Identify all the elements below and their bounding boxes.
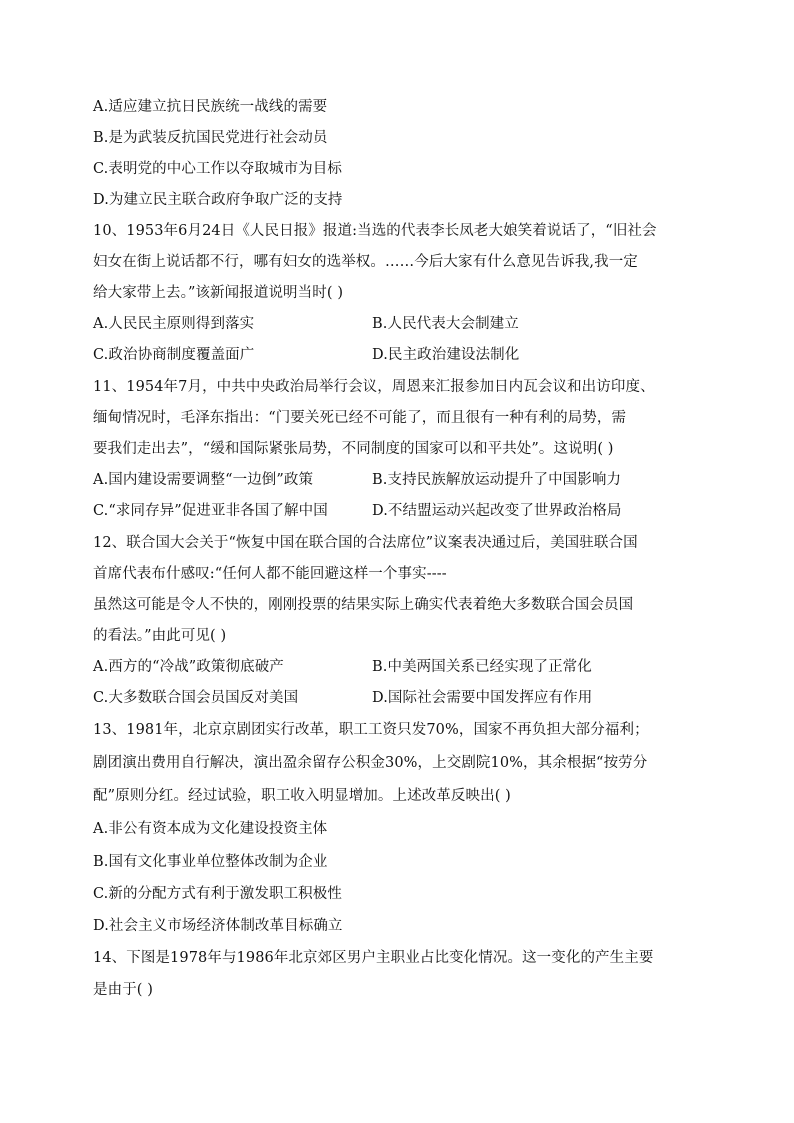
q14-stem-line-2: 是由于( ) (93, 982, 154, 998)
q11-stem-line-3: 要我们走出去”，“缓和国际紧张局势，不同制度的国家可以和平共处”。这说明( ) (93, 441, 614, 457)
q11-option-a: A.国内建设需要调整“一边倒”政策 (93, 472, 314, 488)
q13-option-d: D.社会主义市场经济体制改革目标确立 (93, 918, 343, 934)
q12-stem-line-1: 12、联合国大会关于“恢复中国在联合国的合法席位”议案表决通过后，美国驻联合国 (93, 535, 638, 551)
q14-stem-line-1: 14、下图是1978年与1986年北京郊区男户主职业占比变化情况。这一变化的产生主要 (93, 950, 654, 966)
q11-stem-line-2: 缅甸情况时，毛泽东指出：“门要关死已经不可能了，而且很有一种有利的局势，需 (93, 410, 627, 426)
q10-stem-line-2: 妇女在街上说话都不行，哪有妇女的选举权。……今后大家有什么意见告诉我,我一定 (93, 254, 638, 270)
q10-option-c: C.政治协商制度覆盖面广 (93, 347, 255, 363)
q10-stem-line-3: 给大家带上去。”该新闻报道说明当时( ) (93, 285, 344, 301)
q13-option-b: B.国有文化事业单位整体改制为企业 (93, 854, 328, 870)
q12-stem-line-4: 的看法。”由此可见( ) (93, 628, 227, 644)
q10-stem-line-1: 10、1953年6月24日《人民日报》报道:当选的代表李长凤老大娘笑着说话了，“旧社会 (93, 223, 657, 239)
q9-option-c: C.表明党的中心工作以夺取城市为目标 (93, 161, 342, 177)
q13-stem-line-2: 剧团演出费用自行解决，演出盈余留存公积金30%，上交剧院10%，其余根据“按劳分 (93, 755, 648, 771)
q13-stem-line-3: 配”原则分红。经过试验，职工收入明显增加。上述改革反映出( ) (93, 788, 511, 804)
q12-option-c: C.大多数联合国会员国反对美国 (93, 690, 299, 706)
q11-option-c: C.“求同存异”促进亚非各国了解中国 (93, 503, 328, 519)
q13-option-c: C.新的分配方式有利于激发职工积极性 (93, 886, 342, 902)
q9-option-a: A.适应建立抗日民族统一战线的需要 (93, 99, 328, 115)
q9-option-d: D.为建立民主联合政府争取广泛的支持 (93, 192, 343, 208)
q10-option-b: B.人民代表大会制建立 (372, 316, 519, 332)
q12-option-a: A.西方的“冷战”政策彻底破产 (93, 659, 284, 675)
q11-stem-line-1: 11、1954年7月，中共中央政治局举行会议，周恩来汇报参加日内瓦会议和出访印度、 (93, 379, 655, 395)
q12-option-d: D.国际社会需要中国发挥应有作用 (372, 690, 593, 706)
q10-option-d: D.民主政治建设法制化 (372, 347, 520, 363)
q9-option-b: B.是为武装反抗国民党进行社会动员 (93, 130, 328, 146)
q11-option-d: D.不结盟运动兴起改变了世界政治格局 (372, 503, 622, 519)
q12-stem-line-2: 首席代表布什感叹:“任何人都不能回避这样一个事实---- (93, 566, 447, 582)
q12-option-b: B.中美两国关系已经实现了正常化 (372, 659, 592, 675)
q10-option-a: A.人民民主原则得到落实 (93, 316, 255, 332)
q11-option-b: B.支持民族解放运动提升了中国影响力 (372, 472, 622, 488)
q12-stem-line-3: 虽然这可能是令人不快的，刚刚投票的结果实际上确实代表着绝大多数联合国会员国 (93, 597, 634, 613)
q13-stem-line-1: 13、1981年，北京京剧团实行改革，职工工资只发70%，国家不再负担大部分福利； (93, 722, 649, 738)
q13-option-a: A.非公有资本成为文化建设投资主体 (93, 821, 328, 837)
